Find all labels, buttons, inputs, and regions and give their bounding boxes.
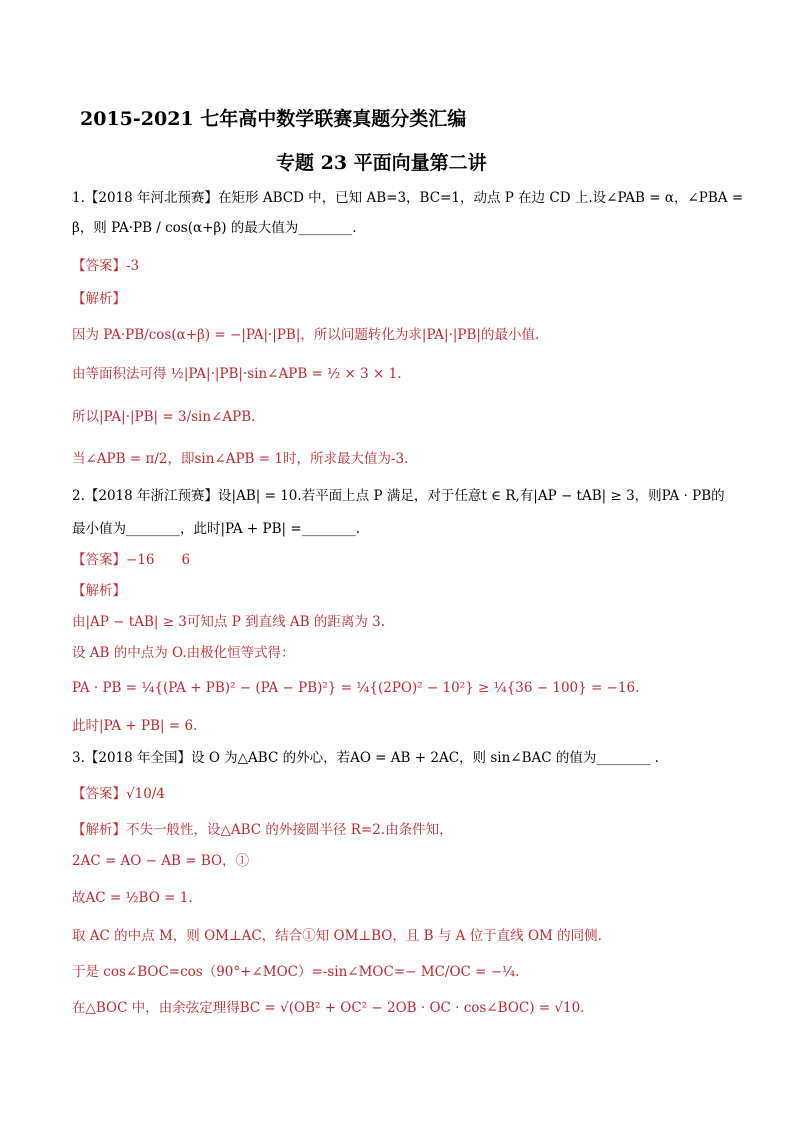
problem-2-solution-line: 设 AB 的中点为 O.由极化恒等式得：	[72, 645, 295, 661]
problem-1-solution-line: 所以|PA|·|PB| = 3/sin∠APB.	[72, 409, 256, 425]
problem-3-solution-line: 2AC = AO − AB = BO，①	[72, 853, 250, 869]
problem-1-question-line-1: 1.【2018 年河北预赛】在矩形 ABCD 中，已知 AB=3，BC=1，动点 P 在边 CD 上.设∠PAB = α，∠PBA =	[72, 190, 744, 206]
problem-3-question: 3.【2018 年全国】设 O 为△ABC 的外心，若AO = AB + 2AC，则 sin∠BAC 的值为________ .	[72, 750, 659, 766]
problem-3-analysis: 【解析】不失一般性，设△ABC 的外接圆半径 R=2.由条件知，	[72, 822, 453, 838]
document-title: 2015-2021 七年高中数学联赛真题分类汇编	[80, 108, 467, 130]
problem-2-question-line-2: 最小值为________，此时|PA + PB| =________.	[72, 521, 360, 537]
problem-2-solution-line: 由|AP − tAB| ≥ 3可知点 P 到直线 AB 的距离为 3.	[72, 614, 385, 630]
problem-3-answer: 【答案】√10/4	[72, 786, 165, 802]
problem-1-answer: 【答案】-3	[72, 258, 140, 274]
problem-1-question-line-2: β，则 PA·PB / cos(α+β) 的最大值为________.	[72, 220, 357, 236]
problem-1-solution-line: 当∠APB = π/2，即sin∠APB = 1时，所求最大值为-3.	[72, 451, 409, 467]
problem-2-question-line-1: 2.【2018 年浙江预赛】设|AB| = 10.若平面上点 P 满足，对于任意t ∈ R,有|AP − tAB| ≥ 3，则PA · PB的	[72, 488, 725, 504]
problem-2-solution-line: PA · PB = ¼{(PA + PB)² − (PA − PB)²} = ¼{(2PO)² − 10²} ≥ ¼{36 − 100} = −16.	[72, 680, 640, 696]
problem-2-analysis-label: 【解析】	[72, 583, 126, 599]
problem-3-solution-line: 故AC = ½BO = 1.	[72, 890, 193, 906]
problem-1-analysis-label: 【解析】	[72, 291, 126, 307]
problem-3-solution-line: 在△BOC 中，由余弦定理得BC = √(OB² + OC² − 2OB · OC · cos∠BOC) = √10.	[72, 1000, 585, 1016]
document-subtitle: 专题 23 平面向量第二讲	[276, 152, 487, 174]
problem-1-solution-line: 因为 PA·PB/cos(α+β) = −|PA|·|PB|，所以问题转化为求|PA|·|PB|的最小值.	[72, 327, 540, 343]
problem-1-solution-line: 由等面积法可得 ½|PA|·|PB|·sin∠APB = ½ × 3 × 1.	[72, 366, 402, 382]
problem-3-solution-line: 于是 cos∠BOC=cos（90°+∠MOC）=-sin∠MOC=− MC/OC = −¼.	[72, 964, 520, 980]
problem-2-answer: 【答案】−16 6	[72, 552, 191, 568]
problem-3-solution-line: 取 AC 的中点 M，则 OM⊥AC，结合①知 OM⊥BO，且 B 与 A 位于直线 OM 的同侧.	[72, 928, 602, 944]
problem-2-solution-line: 此时|PA + PB| = 6.	[72, 718, 198, 734]
